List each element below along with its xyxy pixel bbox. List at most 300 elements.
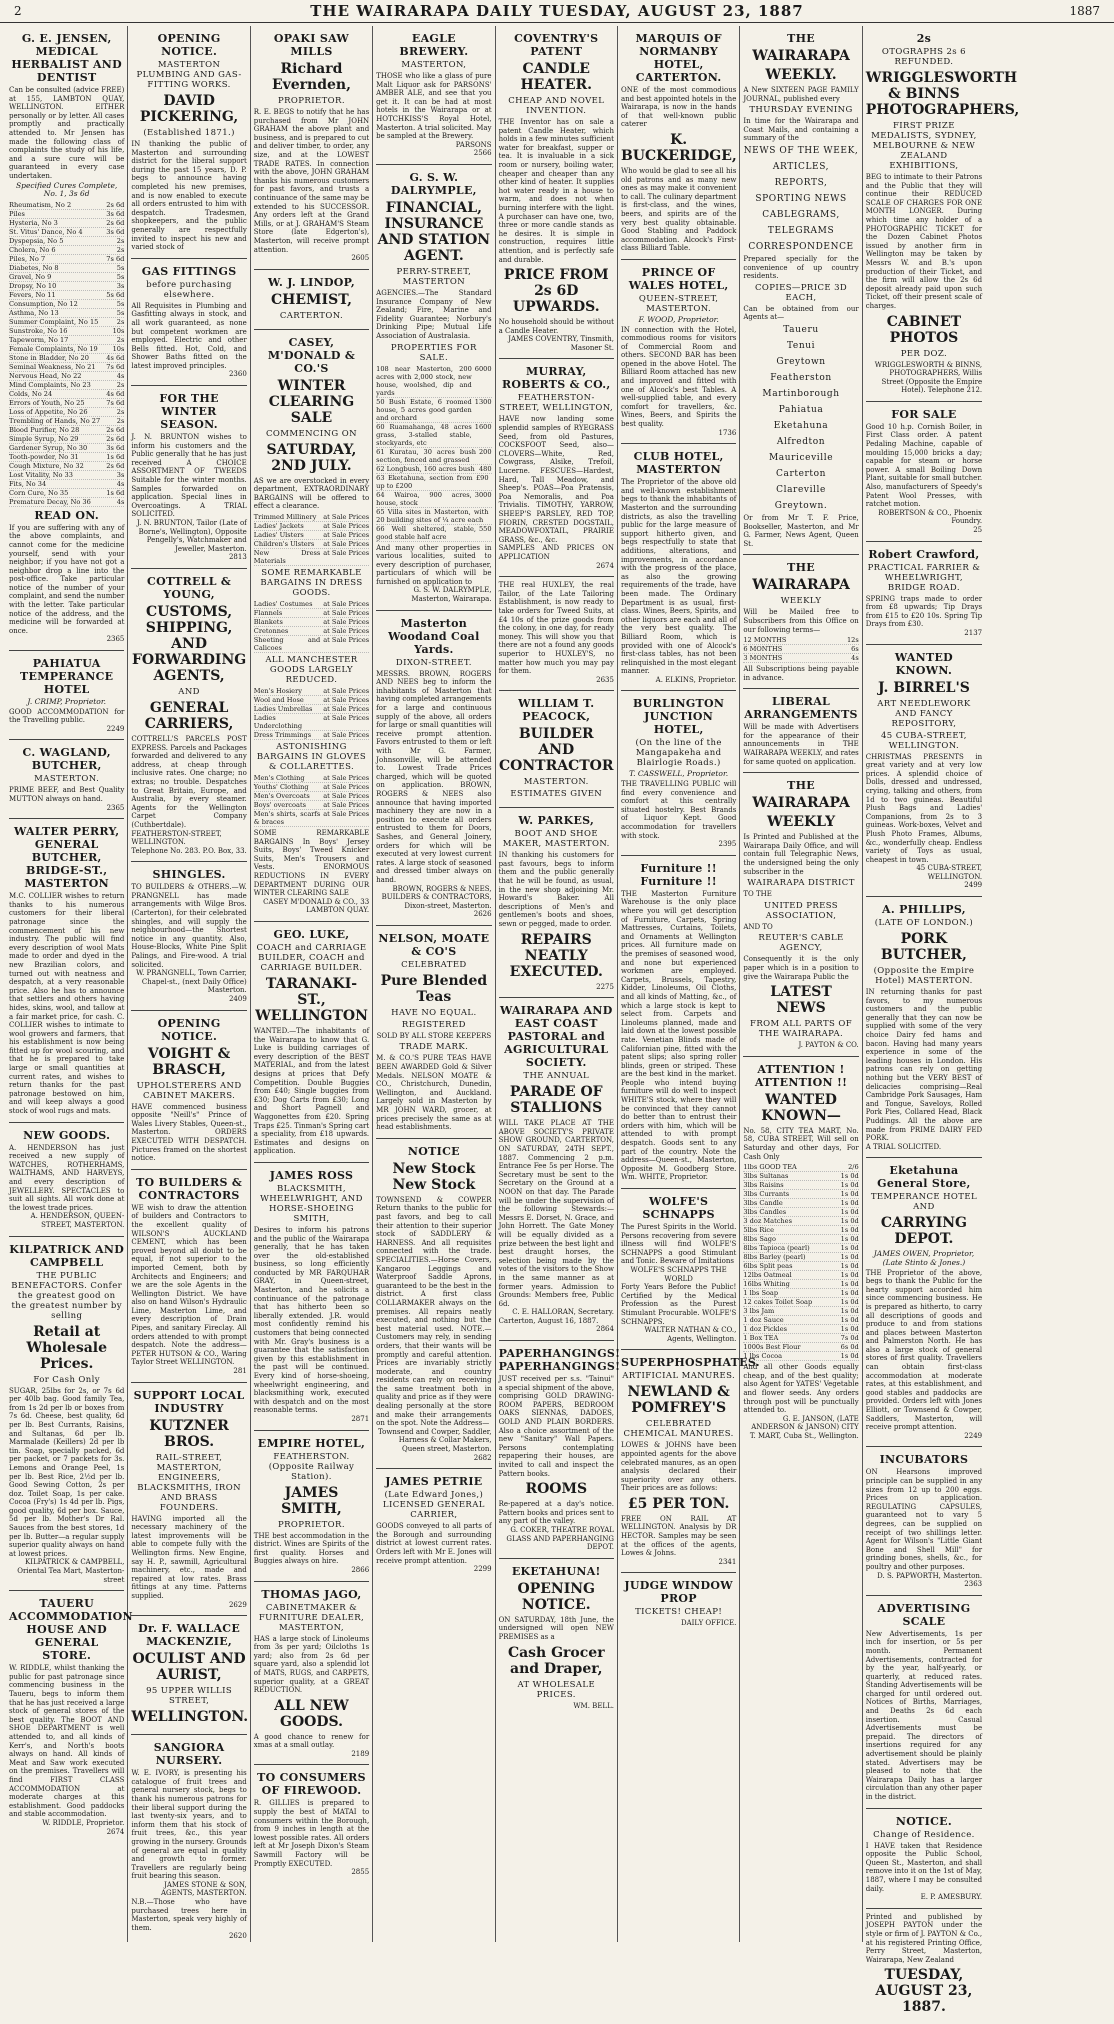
list-item: [743, 1199, 858, 1208]
list-item: [9, 336, 124, 345]
big: ROOMS: [525, 1481, 588, 1498]
ref: 2341: [718, 1557, 737, 1566]
list-item: [254, 549, 369, 566]
heading: WANTED KNOWN.: [894, 650, 953, 677]
list-item-label: Dropsy, No 10: [9, 281, 57, 290]
sub: PROPRIETOR.: [278, 96, 345, 106]
advertisement: [254, 270, 369, 330]
heading: THOMAS JAGO,: [261, 1587, 362, 1601]
list-item: [9, 345, 124, 354]
list-item-value: 1s 0d: [840, 1298, 859, 1307]
list-item-label: 3 doz Matches: [743, 1217, 792, 1226]
body: WILL TAKE PLACE AT THE ABOVE SOCIETY'S PRIVATE SHOW GROUND, CARTERTON, ON SATURDAY, 24TH SEPT., 1887. Commencing 2 p.m. Entrance Fee 5s per Horse. The Secretary must be sent to the Secretary on the Ground at a NOON on that day. The Parade will be under the supervision of the following Stewards:—Messrs E. Dorset, N. Grace, and John Horrett. The Gate Money will be equally divided as a prize between the best light and best draught horses, the selection being made by the votes of the visitors to the Show in the same manner as at former years. Admission to Grounds: Members free, Public 6d.: [498, 1119, 614, 1308]
big: WAIRARAPA: [752, 48, 850, 64]
body: New Advertisements, 1s per inch for insertion, or 5s per month. Permanent Advertisements, contracted for by the year, half-yearly, or quarterly, at reduced rates. Standing Advertisements will be charged for until ordered out. Notices of Births, Marriages, and Deaths 2s 6d each insertion. Casual Advertisements must be prepaid. The directors of insertions required for any advertisement should be plainly stated. Advertisers may be pleased to note that the Wairarapa Daily has a larger circulation than any other paper in the district.: [865, 1629, 983, 1801]
list-item: [743, 1334, 858, 1343]
list-item-label: Lost Vitality, No 33: [9, 470, 73, 479]
list-item-value: 3000: [474, 490, 492, 499]
heading: THE: [787, 32, 815, 45]
body: COTTRELL'S PARCELS POST EXPRESS. Parcels and Packages forwarded and delivered to any address, at cheap through inclusive rates. One charge; no extras; no trouble. Despatches to Great Britain, Europe, and Australia, by every steamer. Agents for the Wellington Carpet Company (Cuthbertdale). FEATHERSTON-STREET, WELLINGTON.: [131, 734, 247, 847]
list-item-label: Sunstroke, No 16: [9, 326, 68, 335]
list-item-value: 6000: [474, 364, 492, 373]
body: PRIME BEEF, and Best Quality MUTTON always on hand.: [9, 786, 125, 803]
list-item-value: 1s 6d: [106, 488, 125, 497]
column-4: [373, 26, 495, 1942]
list-item-label: Cholera, No 6: [9, 245, 56, 254]
list-item-label: 3lbs Candles: [743, 1208, 787, 1217]
column-5: [496, 26, 621, 1942]
footer: FREE ON RAIL AT WELLINGTON. Analysis by DR HECTOR. Samples may be seen at the offices of the agents, Lowes & Johns.: [620, 1514, 737, 1558]
sub: COMMENCING ON: [266, 428, 357, 439]
body: AGENCIES.—The Standard Insurance Company of New Zealand; Fire, Marine and Fidelity Guarantee; Norbury's Drinking Pipe; Mutual Life Association of Australasia.: [376, 288, 492, 340]
heading: EAGLE BREWERY.: [399, 32, 469, 58]
advertisement: [743, 1057, 858, 1447]
big: Richard Evernden,: [271, 61, 351, 93]
list-item-value: at Sale Prices: [323, 522, 370, 531]
list-item-value: 10s: [112, 344, 125, 353]
list-item-label: Mind Complaints, No 23: [9, 380, 91, 389]
sub3: PER DOZ.: [900, 348, 948, 359]
sig: C. E. HALLORAN, Secretary.: [512, 1308, 614, 1317]
list-item-value: 2s: [116, 407, 125, 416]
price-list: [376, 365, 491, 542]
list-item-label: Wool and Hose: [253, 696, 304, 705]
body: CHRISTMAS PRESENTS in great variety and at very low prices. A splendid choice of Dolls, dressed and undressed, crying, talking and others, from 1d to two guineas. Beautiful Plush Bags and Ladies' Companions, from 2s to 3 guineas. Work-boxes, Velvet and Plush Photo Frames, Albums, &c., wonderfully cheap. Endless variety of Toys as usual, cheapest in town.: [865, 752, 983, 864]
list-item-label: 66 Well sheltered, stable, good stable half acre: [376, 524, 476, 541]
list-item-value: 1s 6d: [106, 452, 125, 461]
advertisement: [9, 26, 124, 651]
advertisement: [743, 773, 858, 1057]
advertisement: [131, 259, 246, 386]
list-item-value: at Sale Prices: [323, 513, 370, 522]
body: R. E. BEGS to notify that he has purchased from Mr JOHN GRAHAM the above plant and business, and is prepared to cut and deliver timber, to order, any size, and at the LOWEST TRADE RATES. In connection with the above, JOHN GRAHAM thanks his numerous customers for past favors, and trusts a continuance of the same may be extended to his SUCCESSOR. Any orders left at the Grand Mills, or at J. GRAHAM'S Steam Store (late Edgerton's), Masterton, will receive prompt attention.: [253, 108, 370, 254]
feature-line: Taueru: [783, 324, 819, 335]
list-item-value: 10s: [112, 326, 125, 335]
list-item-value: [489, 474, 492, 490]
heading: TO BUILDERS & CONTRACTORS: [136, 1175, 243, 1202]
advertisement: [9, 651, 124, 740]
heading: EKETAHUNA!: [511, 1564, 601, 1578]
list-item-label: Piles: [9, 209, 25, 218]
ref: 2605: [351, 254, 370, 263]
body: JUST received per s.s. "Tainui" a special shipment of the above, comprising GOLD DRAWING-ROOM PAPERS, BEDROOM OAKS SIENNAS, DADOES, GOLD AND PLAIN BORDERS. Also a choice assortment of the new "Sanitary" Wall Papers. Persons contemplating repapering their houses, are invited to call and inspect the Pattern books.: [498, 1375, 614, 1478]
big2: Cash Grocer and Draper,: [507, 1644, 605, 1677]
list-item-label: Men's Hosiery: [253, 687, 302, 696]
list-item-value: at Sale Prices: [323, 549, 370, 558]
list-item-label: 60 Ruamahanga, 48 acres grass, 3-stalled stable, stockyards, etc: [376, 422, 472, 447]
advertisement: [621, 856, 736, 1189]
sub4: FROM ALL PARTS OF THE WAIRARAPA.: [750, 1019, 853, 1040]
list-item-value: 2s 6d: [106, 434, 125, 443]
list-item: [254, 618, 369, 627]
sub: MASTERTON,: [401, 60, 467, 70]
list-item-label: Nervous Head, No 22: [9, 371, 82, 380]
list-item-value: 1s 0d: [840, 1307, 859, 1316]
footer-heading: READ ON.: [34, 508, 99, 522]
sub: AND: [178, 686, 200, 697]
list-item: [9, 480, 124, 489]
sub2: CELEBRATED CHEMICAL MANURES.: [623, 1419, 734, 1440]
big: TUESDAY, AUGUST 23, 1887.: [875, 1967, 973, 2016]
sub2: 45 CUBA-STREET, WELLINGTON.: [880, 730, 967, 751]
list-item-label: 6 MONTHS: [743, 645, 783, 654]
advertisement: [131, 862, 246, 1010]
heading: TO CONSUMERS OF FIREWOOD.: [257, 1771, 366, 1798]
list-item-label: 8lbs Barley (pearl): [743, 1253, 806, 1262]
list-item-label: 5lbs Rice: [743, 1226, 775, 1235]
sub3: REGISTERED: [401, 1019, 466, 1030]
list-item-value: 1s 0d: [840, 1235, 859, 1244]
body: THE real HUXLEY, the real Tailor, of the Late Tailoring Establishment, is now ready to take orders for Tweed Suits, at £4 10s of the prize goods from the colony, in one day, for ready money. This will show you that there are not a found any goods superior to HUXLEY'S, no matter how much you may pay for them.: [498, 581, 614, 676]
list-item: [376, 423, 491, 448]
ref: 2674: [596, 561, 614, 570]
list-item: [376, 365, 491, 398]
list-item-label: New Dress Materials: [253, 549, 321, 566]
list-item-value: 4s 6d: [106, 389, 125, 398]
body: HAVE now landing some splendid samples of RYEGRASS Seed, from old Pastures, COCKSFOOT Seed, also— CLOVERS—White, Red, Cowgrass, Alsike, Trefoil, Lucerne. FESCUES—Hardest, Hard, Tall Meadow, and Sheep's. POAS—Poa Pratensis, Poa Nemoralis, and Poa Trivialis. TIMOTHY, YARROW, SHEEP'S PARSLEY, RED TOP, FIORIN, CRESTED DOGSTAIL, MEADOWFOXTAIL, PRAIRIE GRASS, &c., &c.: [498, 415, 614, 544]
big: OPENING NOTICE.: [517, 1580, 595, 1613]
list-item-label: 3lbs Currants: [743, 1190, 790, 1199]
list-item-value: at Sale Prices: [323, 714, 370, 723]
list-item-label: 8lbs Tapioca (pearl): [743, 1244, 810, 1253]
list-item-label: Men's Overcoats: [253, 792, 310, 801]
list-item: [254, 687, 369, 696]
body: SUGAR, 25lbs for 2s, or 7s 6d per 40lb bag. Good family Tea, from 1s 2d per lb or boxes from 7s 6d. Cheese, best quality, 6d per lb. Best Currants, Raisins, and Sultanas, 6d per lb. Marmalade (Keillers) 2d per lb tin. Soap, specially packed, 6d per packet, or 7 packets for 3s. Lemons and Orange Peel, 1s per lb. Best Rice, 2½d per lb. Good Sewing Cotton, 2s per doz. Toilet Soap, 1s per cake. Cocoa (Fry's) 1s 4d per lb. Pigs, good quality, 6d per box. Sauce, 5d per lb. Mother's Dr Ral. Sauces from the best stores, 1d per lb. Butter—a regular supply superior quality always on hand at lowest prices.: [9, 1386, 125, 1558]
body: IN thanking the public of Masterton and surrounding district for the liberal support during the past 15 years, D. P. begs to announce having completed his new premises, and is now enabled to execute all orders entrusted to him with despatch. Tradesmen, shopkeepers, and the public generally are respectfully invited to inspect his new and varied stock of: [131, 140, 247, 252]
column-8: [863, 26, 1020, 2016]
list-item: [743, 1163, 858, 1172]
ref: 2189: [351, 1749, 370, 1758]
list-item-value: 5s: [116, 299, 125, 308]
big: JAMES SMITH,: [281, 1484, 342, 1517]
advertisement: [621, 1573, 736, 1634]
list-item-value: at Sale Prices: [323, 783, 370, 792]
sub: BLACKSMITH, WHEELWRIGHT, AND HORSE-SHOEING SMITH,: [260, 1183, 363, 1224]
sig: ROBERTSON & CO., Phoenix Foundry.: [878, 508, 983, 526]
list-item-label: Fits, No 34: [9, 479, 47, 488]
list-item-label: Flannels: [253, 609, 283, 618]
sub: FEATHERSTON-STREET, WELLINGTON,: [499, 393, 614, 414]
body: TOWNSEND & COWPER Return thanks to the public for past favors, and beg to call their attention to their superior stock of SADDLERY & HARNESS. And all requisites connected with the trade. SPECIALITIES.—Horse Covers, Kangaroo Leggings and Waterproof Saddle Aprons, guaranteed to be the best in the district. A first class COLLARMAKER always on the premises. All repairs neatly executed, and nothing but the best material used. NOTE.—Customers may rely, in sending orders, that their wants will be promptly and careful attention. Prices are invariably strictly moderate, and country residents can rely on receiving the same treatment both in quality and price as if they were dealing personally at the store and make their arrangements on the spot. Note the Address—: [376, 1195, 492, 1428]
list-item: [9, 372, 124, 381]
list-item: [9, 363, 124, 372]
list-item-label: Fevers, No 11: [9, 290, 56, 299]
heading: Dr. F. WALLACE MACKENZIE,: [138, 1622, 241, 1649]
list-item: [743, 1190, 858, 1199]
footer: Carterton, August 16, 1887.: [498, 1316, 599, 1325]
list-item-label: Blankets: [253, 618, 283, 627]
list-item-label: 50 Bush Estate, 6 roomed house, 5 acres good garden and orchard: [376, 397, 472, 422]
advertisement: [9, 1591, 133, 1842]
list-item: [743, 1307, 858, 1316]
list-item-value: 1600: [474, 422, 492, 431]
body: ON Hearsons improved principle can be supplied in any sizes from 12 up to 200 eggs. Prices on application. REGULATING CAPSULES, guaranteed not to vary 5 degrees, can be supplied on receipt of two shillings letter. Agent for Wilson's "Little Giant Bone and Shell Mill" for grinding bones, shells, &c., for poultry and other purposes.: [865, 1468, 983, 1571]
advertisement: [620, 1350, 760, 1573]
list-item: [9, 471, 124, 480]
advertisement: [9, 1123, 124, 1237]
list-item-value: 2s 6d: [106, 425, 125, 434]
list-item-value: 550: [478, 524, 492, 533]
body: THE Inventor has on sale a patent Candle Heater, which holds in a few minutes sufficient water for breakfast, supper or tea. It is invaluable in a sick room or nursery, boiling water, cheaper and cheaper than any other kind of heater. It supplies hot water ready in a house to warm, and does not when burning interfere with the light. A purchaser can have one, two, three or more candle stands as he desires. It is simple in construction, requires little attention, and is perfectly safe and durable.: [498, 118, 614, 264]
feature-line: Martinborough: [762, 388, 840, 399]
list-item-label: 1 doz Sauce: [743, 1316, 784, 1325]
heading: OPAKI SAW MILLS: [273, 32, 350, 58]
body2: In time for the Wairarapa and Coast Mails, and containing a summary of the: [743, 117, 859, 143]
heading: NOTICE: [407, 1144, 460, 1158]
list-item-value: 2s: [116, 380, 125, 389]
ref: 1736: [718, 428, 737, 437]
ref: 2674: [106, 1827, 125, 1836]
list-item-label: Men's shirts, scarfs & braces: [253, 810, 321, 827]
body: M. & CO.'S PURE TEAS HAVE BEEN AWARDED Gold & Silver Medals. NELSON MOATE & CO., Christchurch, Dunedin, Wellington, and Auckland. Largely sold in Masterton by MR JOHN WARD, grocer, at prices precisely the same as at head establishments.: [376, 1054, 492, 1132]
list-item: [743, 1208, 858, 1217]
list-item-label: Children's Ulsters: [253, 540, 315, 549]
big: OCULIST AND AURIST,: [132, 1651, 246, 1684]
heading: WAIRARAPA AND EAST COAST PASTORAL and AGRICULTURAL SOCIETY.: [499, 1004, 613, 1070]
big: CANDLE HEATER.: [520, 61, 593, 93]
proprietor: F. WOOD, Proprietor.: [638, 314, 719, 324]
ref: 2855: [351, 1868, 370, 1877]
list-item-label: Female Complaints, No 19: [9, 344, 98, 353]
list-item: [376, 465, 491, 474]
big: Pure Blended Teas: [380, 972, 488, 1005]
ref: 2635: [596, 675, 614, 684]
sub: FEATHERSTON. (Opposite Railway Station).: [268, 1451, 355, 1482]
list-item-label: 1 lbs Cocoa: [743, 1352, 783, 1361]
body: THE best accommodation in the district. Wines are Spirits of the first quality. Horses and Buggies always on hire.: [253, 1531, 370, 1566]
sub3: REUTER'S CABLE AGENCY,: [758, 933, 844, 954]
list-item: [9, 489, 124, 498]
big: REPAIRS NEATLY EXECUTED.: [509, 931, 603, 980]
list-item: [9, 462, 124, 471]
list-item-label: Gardener Syrup, No 30: [9, 443, 88, 452]
sub: PERRY-STREET, MASTERTON: [396, 266, 472, 287]
big: KUTZNER BROS.: [149, 1417, 229, 1450]
feature-line: Mauriceville: [768, 452, 834, 463]
ref: 2360: [228, 370, 247, 379]
list-item-value: 1s 0d: [840, 1262, 859, 1271]
list-item-label: 63 Eketahuna, section from £90 up to £200: [376, 473, 489, 490]
advertisement: [498, 1341, 621, 1559]
body: GOOD ACCOMMODATION for the Travelling public.: [9, 707, 125, 725]
list-item: [743, 1298, 858, 1307]
heading: JUDGE WINDOW PROP: [624, 1579, 733, 1606]
feature-line: Featherston: [770, 372, 832, 383]
footer: SAMPLES AND PRICES ON APPLICATION: [498, 544, 614, 561]
sub: ART NEEDLEWORK AND FANCY REPOSITORY,: [877, 698, 971, 729]
list-item: [9, 201, 124, 210]
feature-line: CABLEGRAMS,: [762, 209, 840, 220]
sub: PRACTICAL FARRIER & WHEELWRIGHT, BRIDGE ROAD.: [867, 562, 981, 593]
advertisement: [499, 577, 614, 691]
heading: ATTENTION ! ATTENTION !!: [754, 1062, 848, 1089]
body: All Requisites in Plumbing and Gasfitting always in stock, and all work guaranteed, as none but competent workmen are employed. Electric and other Bells fitted. Hot, Cold, and Shower Baths fitted on the latest improved principles.: [131, 301, 247, 370]
list-item-label: 65 Villa sites in Masterton, with 20 building sites of ¼ acre each: [376, 507, 489, 524]
sub2: (Opposite the Empire Hotel) MASTERTON.: [873, 966, 975, 987]
price-list: [743, 636, 858, 663]
list-item-value: 4s: [116, 479, 125, 488]
sub2: ESTIMATES GIVEN: [510, 789, 603, 800]
list-item-label: Rheumatism, No 2: [9, 200, 72, 209]
list-item-value: 6s: [851, 645, 859, 654]
list-item: [9, 291, 124, 300]
list-item-label: Trembling of Hands, No 27: [9, 416, 101, 425]
heading: WOLFE'S SCHNAPPS: [642, 1195, 715, 1221]
list-item-value: at Sale Prices: [323, 600, 370, 609]
sub: ARTIFICIAL MANURES.: [622, 1371, 736, 1382]
list-item: [254, 609, 369, 618]
big: CUSTOMS, SHIPPING, AND FORWARDING AGENTS,: [131, 603, 247, 684]
heading: NEW GOODS.: [23, 1128, 111, 1142]
list-item-value: 2s 6d: [106, 218, 125, 227]
column-2: [128, 26, 250, 1942]
heading: WILLIAM T. PEACOCK,: [518, 697, 595, 724]
big: WAIRARAPA: [752, 577, 850, 594]
advertisement: [254, 1765, 369, 1882]
list-item: [254, 810, 369, 827]
big: NEWLAND & POMFREY'S: [627, 1384, 730, 1417]
list-item: [743, 1325, 858, 1334]
column-3: [251, 26, 373, 1942]
sub2: PROPRIETOR.: [278, 1519, 345, 1530]
list-item: [376, 508, 491, 525]
list-item: [254, 636, 369, 653]
sub: MASTERTON.: [34, 774, 100, 785]
ref: 2566: [473, 149, 492, 158]
body: Will be made with Advertisers for the appearance of their announcements in THE WAIRARAPA WEEKLY, and rates for same quoted on application.: [743, 723, 859, 766]
list-item-label: Piles, No 7: [9, 254, 46, 263]
list-item-value: 1s 0d: [840, 1199, 859, 1208]
ref: 2629: [228, 1600, 247, 1609]
list-item-value: at Sale Prices: [323, 609, 370, 618]
ref: 2137: [964, 628, 983, 637]
body2: Who would be glad to see all his old patrons and as many new ones as may make it convenient to call. The culinary department is first-class, and the wines, beers, and spirits are of the very best quality obtainable. Good Stabling and Paddock accommodation. Alcock's First-class Billiard Table.: [620, 166, 737, 253]
sub: UPHOLSTERERS AND CABINET MAKERS.: [136, 1080, 242, 1101]
heading: C. WAGLAND, BUTCHER,: [22, 746, 111, 773]
list-item: [376, 448, 491, 465]
list-item-value: 3s: [116, 470, 125, 479]
advertisement: [499, 998, 614, 1341]
advertisement: [499, 1559, 614, 1716]
list-item-value: 12s: [846, 636, 859, 645]
list-item-value: 3s 6d: [106, 443, 125, 452]
list-item-label: 1 doz Pickles: [743, 1325, 788, 1334]
big: FINANCIAL, INSURANCE AND STATION AGENT.: [377, 199, 491, 264]
sub: THURSDAY EVENING: [749, 105, 853, 116]
list-item-label: Ladies Umbrellas: [253, 705, 313, 714]
heading: CASEY, M'DONALD & CO.'S: [267, 335, 356, 375]
body: A. HENDERSON has just received a new supply of WATCHES, ROTHERHAMS, WALTHAMS, AND HARVEYS, and every description of JEWELLERY. SPECTACLES to suit all sights. All work done at the lowest trade prices.: [9, 1143, 125, 1212]
heading: GAS FITTINGS: [141, 264, 237, 278]
advertisement: [376, 1469, 491, 1580]
list-item: [9, 426, 124, 435]
footer: Or from Mr T. F. Price, Bookseller, Masterton, and Mr G. Farmer, News Agent, Queen St.: [743, 513, 859, 548]
sig: Townsend and Cowper, Saddler, Harness & Collar Makers, Queen street, Masterton.: [378, 1427, 492, 1454]
sig: DAILY OFFICE.: [680, 1619, 737, 1628]
sub: Change of Residence.: [873, 1829, 975, 1840]
list-item-value: 200: [478, 447, 492, 456]
list-item-label: Premature Decay, No 36: [9, 497, 91, 506]
list-item-value: 1s 0d: [840, 1226, 859, 1235]
list-item-value: 3s: [116, 281, 125, 290]
body: THE Masterton Furniture Warehouse is the only place where you will get description of Furniture, Carpets, Spring Mattresses, Curtains, Toilets, and Ornaments at Wellington prices. All furniture made on the premises of seasoned wood, and none but experienced workmen are employed. Carpets, Brussels, Tapestry, Kidder, Linoleums, Oil Cloths, and all kinds of Matting, &c., of which a large stock is kept to select from. Carpets and Linoleums planned, made and laid down at the lowest possible rate. Venetian Blinds made of Californian pine, fitted with the patent slips; also spring roller blinds, green or striped. These are the best kind in the market. People who intend buying furniture will do well to inspect WHITE'S stock, where they will be convinced that they cannot do better than to entrust their orders with him, which will be attended to with prompt despatch. Goods sent to any part of the country. Note the address—Queen-st., Masterton, Opposite M. Goodberg Store. Wm. WHITE, Proprietor.: [620, 889, 737, 1182]
advertisement: [743, 26, 858, 555]
heading: A. PHILLIPS,: [881, 903, 966, 917]
heading: OPENING NOTICE.: [157, 32, 221, 58]
advertisement: [866, 645, 982, 898]
sub: BOOT AND SHOE MAKER, MASTERTON.: [502, 829, 610, 850]
list-item-value: 6s 0d: [840, 1343, 859, 1352]
list-item-value: 1s 0d: [840, 1190, 859, 1199]
list-item-value: [489, 508, 492, 524]
sub2: HAVE NO EQUAL.: [391, 1007, 477, 1018]
list-item: [743, 1316, 858, 1325]
sub: (LATE OF LONDON.): [874, 918, 974, 929]
list-item-value: 1s 0d: [840, 1289, 859, 1298]
column-1: [6, 26, 133, 1942]
body: Good 10 h.p. Cornish Boiler, in First Class order. A patent Pedaling Machine, capable of moulding 15,000 bricks a day; capable for steam or horse power. A small Boiling Down Plant, suitable for small butcher. Also, manufacturers of Speedy's Patent Wool Presses, with ratchet motion.: [865, 422, 983, 509]
list-item-label: 1 lbs Soap: [743, 1289, 779, 1298]
sub2: FIRST PRIZE MEDALISTS, SYDNEY, MELBOURNE & NEW ZEALAND EXHIBITIONS,: [871, 121, 977, 171]
sig: J. N. BRUNTON, Tailor (Late of Borne's, Wellington), Opposite Pengelly's, Watchmaker and Jeweller, Masterton.: [136, 519, 247, 553]
list-item: [743, 1172, 858, 1181]
price-list: [254, 687, 369, 740]
advertisement: [866, 1809, 982, 1909]
sub2: PROPERTIES FOR SALE.: [390, 342, 477, 363]
sig: KILPATRICK & CAMPBELL, Oriental Tea Mart, Masterton-street: [17, 1558, 125, 1584]
feature-line: Tenui: [786, 340, 816, 351]
body: The Purest Spirits in the World. Persons recovering from severe illness will find WOLFE'S SCHNAPPS a good Stimulant and Tonic. Beware of Imitations: [620, 1223, 737, 1266]
ref: 2682: [473, 1453, 492, 1462]
list-item-value: 2s 6d: [106, 461, 125, 470]
price-list: [254, 600, 369, 653]
feature-line: Eketahuna: [773, 420, 829, 431]
list-item: [743, 1235, 858, 1244]
big2: WELLINGTON.: [131, 1709, 249, 1726]
body: TO BUILDERS & OTHERS.—W. PRANGNELL has made arrangements with Wilge Bros. (Carterton), for their celebrated shingles, and will supply the neighbourhood—the Shortest notice in any quantity. Also, House-Blocks, White Pine Split Palings, and Fire-wood. A trial solicited.: [131, 883, 247, 969]
ref: 2275: [596, 982, 614, 991]
ref: 2365: [106, 803, 125, 812]
feature-line: Greytown: [776, 356, 826, 367]
big2: WEEKLY.: [765, 67, 837, 83]
advertisement: [866, 542, 982, 645]
list-item-value: 1s 0d: [840, 1280, 859, 1289]
feature-line: Clareville: [776, 484, 826, 495]
proprietor: J. CRIMP, Proprietor.: [27, 697, 106, 707]
page-number: 2: [14, 4, 22, 18]
heading: G. S. W. DALRYMPLE,: [390, 170, 477, 197]
heading: Furniture !! Furniture !!: [640, 861, 717, 888]
body2: TO THE: [743, 890, 772, 899]
advertisement: [9, 819, 124, 1122]
feature-line: SPORTING NEWS: [755, 193, 847, 204]
sub2: (Established 1871.): [143, 128, 235, 138]
list-item: [254, 731, 369, 740]
caption: SOLD BY ALL STORE KEEPERS: [376, 1031, 492, 1040]
list-item: [743, 1262, 858, 1271]
list-item: [743, 654, 858, 663]
list-item: [9, 381, 124, 390]
list-item-label: 1000s Best Flour: [743, 1343, 801, 1352]
footer: And all other Goods equally cheap, and of the best quality; also Agent for YATES' Vegetable and flower seeds. Any orders through post will be punctually attended to.: [743, 1363, 859, 1415]
list-item-value: 2s: [116, 317, 125, 326]
advertisement: [131, 569, 246, 862]
list-item-label: 3lbs Candle: [743, 1199, 783, 1208]
body: IN connection with the Hotel, commodious rooms for visitors of Commercial Room and others. SECOND BAR has been opened in the above Hotel. The Billiard Room attached has new and improved and fitted with one of Alcock's best Tables. A well-supplied table, and every comfort for travellers, &c. Wines, Beers, and Spirits the best quality.: [620, 325, 737, 429]
list-item-label: 12 cakes Toilet Soap: [743, 1298, 813, 1307]
sig: WALTER NATHAN & CO., Agents, Wellington.: [644, 1326, 737, 1343]
sub2: COPIES—PRICE 3D EACH,: [754, 282, 848, 303]
